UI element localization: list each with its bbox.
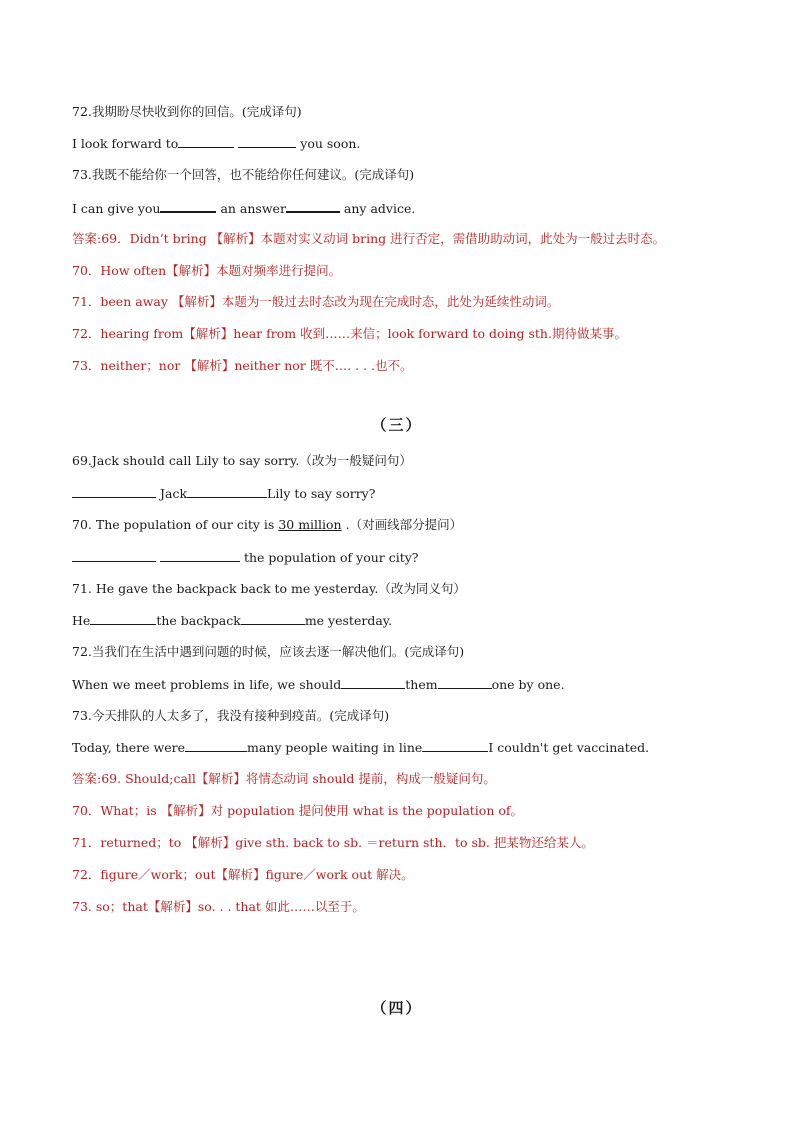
answer-69: 答案:69．Didn’t bring 【解析】本题对实义动词 bring 进行否定，需借助助动词，此处为一般过去时态。 (72, 231, 666, 246)
text: Jack (159, 486, 188, 501)
blank[interactable] (187, 485, 267, 498)
text: one by one. (491, 677, 565, 692)
text: .（对画线部分提问） (341, 517, 463, 532)
answer-70: 70．What；is 【解析】对 population 提问使用 what is the population of。 (72, 803, 523, 818)
text: Lily to say sorry? (267, 486, 376, 501)
underlined-part: 30 million (278, 517, 342, 532)
answer-73: 73. so；that【解析】so. . . that 如此……以至于。 (72, 899, 365, 914)
answer-line-70 (72, 549, 419, 566)
blank[interactable] (72, 485, 156, 498)
blank[interactable] (286, 199, 340, 213)
text: any advice. (343, 201, 416, 216)
answer-72: 72．figure／work；out【解析】figure／work out 解决。 (72, 867, 414, 882)
question-72: 72.当我们在生活中遇到问题的时候，应该去逐一解决他们。(完成译句) (72, 644, 465, 659)
blank[interactable] (90, 612, 156, 625)
blank[interactable] (72, 549, 156, 562)
answer-73: 73．neither；nor 【解析】neither nor 既不…. . . .也不。 (72, 358, 413, 373)
answer-69: 答案:69. Should;call【解析】将情态动词 should 提前，构成一般疑问句。 (72, 771, 496, 786)
text: He (72, 613, 91, 628)
blank[interactable] (241, 612, 305, 625)
answer-line-71 (72, 612, 392, 629)
text: When we meet problems in life, we should (72, 677, 342, 692)
answer-line-69 (72, 485, 375, 502)
question-69: 69.Jack should call Lily to say sorry.（改为一般疑问句） (72, 453, 412, 468)
answer-72: 72．hearing from【解析】hear from 收到……来信；look forward to doing sth.期待做某事。 (72, 326, 627, 341)
section-title: （三） (371, 416, 423, 434)
text: the population of your city? (243, 550, 419, 565)
question-71: 71. He gave the backpack back to me yesterday.（改为同义句） (72, 581, 466, 596)
blank[interactable] (438, 676, 492, 689)
answer-71: 71．returned；to 【解析】give sth. back to sb. ＝return sth．to sb. 把某物还给某人。 (72, 835, 594, 850)
text: me yesterday. (304, 613, 393, 628)
answer-line-73 (72, 739, 649, 756)
blank[interactable] (238, 135, 296, 148)
answer-71: 71．been away 【解析】本题为一般过去时态改为现在完成时态，此处为延续性动词。 (72, 294, 560, 309)
answer-70: 70．How often【解析】本题对频率进行提问。 (72, 263, 342, 278)
blank[interactable] (422, 739, 488, 752)
answer-line-73 (72, 199, 415, 217)
question-72: 72.我期盼尽快收到你的回信。(完成译句) (72, 104, 302, 119)
text: I can give you (72, 201, 161, 216)
text: an answer (220, 201, 286, 216)
blank[interactable] (178, 135, 234, 148)
text: you soon. (300, 136, 361, 151)
question-73: 73.今天排队的人太多了，我没有接种到疫苗。(完成译句) (72, 708, 390, 723)
text: 70. The population of our city is (72, 517, 279, 532)
text: Today, there were (72, 740, 185, 755)
blank[interactable] (160, 199, 216, 213)
text: I look forward to (72, 136, 179, 151)
text: I couldn't get vaccinated. (488, 740, 650, 755)
text: many people waiting in line (246, 740, 423, 755)
text: the backpack (156, 613, 241, 628)
blank[interactable] (160, 549, 240, 562)
blank[interactable] (185, 739, 247, 752)
section-title: （四） (371, 999, 423, 1017)
answer-line-72 (72, 135, 360, 152)
text: them (405, 677, 438, 692)
answer-line-72 (72, 676, 565, 693)
blank[interactable] (341, 676, 405, 689)
question-70 (72, 517, 462, 533)
question-73: 73.我既不能给你一个回答，也不能给你任何建议。(完成译句) (72, 167, 415, 182)
